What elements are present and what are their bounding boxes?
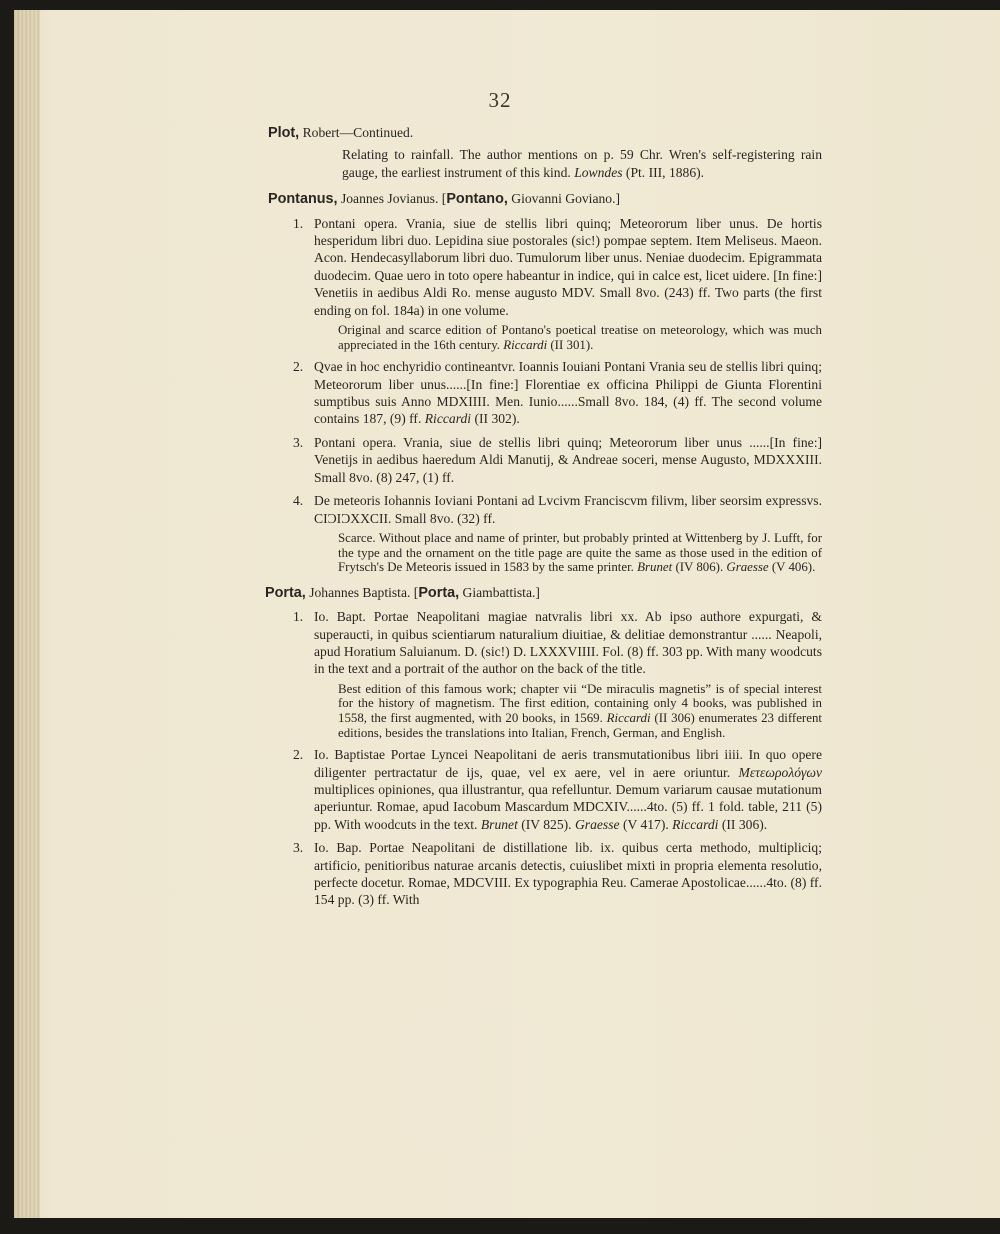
alt-heading: Pontano,: [446, 191, 508, 208]
list-item: 1. Pontani opera. Vrania, siue de stellis libri quinq; Meteororum liber unus. De hortis hesperidum libri duo. Lepidina siue postorales (sic!) pompae septem. Item Meliseus. Maeon. Acon. Hendecasyllaborum libri duo. Tumulorum liber unus. Neniae duodecim. Epigrammata duodecim. Quae uero in toto opere habeantur in indice, qui in calce est, licet uidere. [In fine:] Venetiis in aedibus Aldi Ro. mense augusto MDV. Small 8vo. (243) ff. Two parts (the first ending on fol. 184a) in one volume. Original and scarce edition of Pontano's poetical treatise on meteorology, which was much appreciated in the 16th century. Riccardi (II 301).: [293, 215, 822, 352]
entry-heading: Pontanus, Joannes Jovianus. [Pontano, Giovanni Goviano.]: [268, 191, 621, 208]
item-note: Best edition of this famous work; chapter vii “De miraculis magnetis” is of special interest for the history of magnetism. The first edition, containing only 4 books, was published in 1558, the first augmented, with 20 books, in 1569. Riccardi (II 306) enumerates 23 different editions, besides the translations into Italian, French, German, and English.: [338, 681, 822, 740]
list-item: 2. Qvae in hoc enchyridio contineantvr. Ioannis Iouiani Pontani Vrania seu de stellis libri quinq; Meteororum liber unus......[In fine:] Florentiae ex officina Philippi de Giunta Florentini sumptibus suis Anno MDXIIII. Men. Iunio......Small 8vo. 184, (4) ff. The second volume contains 187, (9) ff. Riccardi (II 302).: [293, 359, 822, 427]
page-gutter: [14, 10, 40, 1218]
item-note: Original and scarce edition of Pontano's poetical treatise on meteorology, which was much appreciated in the 16th century. Riccardi (II 301).: [338, 323, 822, 352]
entry-plot: [268, 124, 822, 181]
list-item: 2. Io. Baptistae Portae Lyncei Neapolitani de aeris transmutationibus libri iiii. In quo opere diligenter pertractatur de ijs, quae, vel ex aere, vel in aere oriuntur. Μετεωρολόγων multiplices opiniones, qua illustrantur, qua refelluntur. Demum variarum causae mutationum aperiuntur. Romae, apud Iacobum Mascardum MDCXIV......4to. (5) ff. 1 fold. table, 211 (5) pp. With woodcuts in the text. Brunet (IV 825). Graesse (V 417). Riccardi (II 306).: [293, 747, 822, 832]
entry-porta: [265, 584, 822, 909]
heading-name: Plot,: [268, 125, 300, 141]
page-number: 32: [488, 88, 512, 112]
heading-name: Porta,: [265, 584, 306, 601]
entry-heading: Porta, Johannes Baptista. [Porta, Giambattista.]: [265, 584, 540, 601]
page-content: [265, 124, 822, 918]
entry-heading: [268, 124, 822, 142]
list-item: 1. Io. Bapt. Portae Neapolitani magiae natvralis libri xx. Ab ipso authore expurgati, & superaucti, in quibus scientiarum naturalium diuitiae, & delitiae demonstrantur ...... Neapoli, apud Horatium Saluianum. D. (sic!) D. LXXXVIIII. Fol. (8) ff. 303 pp. With many woodcuts in the text and a portrait of the author on the back of the title. Best edition of this famous work; chapter vii “De miraculis magnetis” is of special interest for the history of magnetism. The first edition, containing only 4 books, was published in 1558, the first augmented, with 20 books, in 1569. Riccardi (II 306) enumerates 23 different editions, besides the translations into Italian, French, German, and English.: [293, 609, 822, 740]
heading-name: Pontanus,: [268, 191, 338, 208]
entry-pontanus: [268, 190, 822, 574]
plot-note: Relating to rainfall. The author mentions on p. 59 Chr. Wren's self-registering rain gauge, the earliest instrument of this kind. Lowndes (Pt. III, 1886).: [342, 147, 822, 180]
heading-subtitle: Robert—Continued.: [299, 125, 414, 140]
list-item: 3. Pontani opera. Vrania, siue de stellis libri quinq; Meteororum liber unus ......[In fine:] Venetijs in aedibus haeredum Aldi Manutij, & Andreae soceri, mense Augusto, MDXXXIII. Small 8vo. (8) 247, (1) ff.: [293, 434, 822, 485]
item-note: Scarce. Without place and name of printer, but probably printed at Wittenberg by J. Lufft, for the type and the ornament on the title page are quite the same as those used in the edition of Frytsch's De Meteoris issued in 1583 by the same printer. Brunet (IV 806). Graesse (V 406).: [338, 530, 822, 575]
alt-heading: Porta,: [418, 584, 460, 601]
list-item: 3. Io. Bap. Portae Neapolitani de distillatione lib. ix. quibus certa methodo, multipliciq; artificio, penitioribus naturae arcanis detectis, cuiuslibet mixti in propria elementa resolutio, perfecte docetur. Romae, MDCVIII. Ex typographia Reu. Camerae Apostolicae......4to. (8) ff. 154 pp. (3) ff. With: [293, 840, 822, 908]
list-item: 4. De meteoris Iohannis Ioviani Pontani ad Lvcivm Franciscvm filivm, liber seorsim expressvs. CIƆIƆXXCII. Small 8vo. (32) ff. Scarce. Without place and name of printer, but probably printed at Wittenberg by J. Lufft, for the type and the ornament on the title page are quite the same as those used in the edition of Frytsch's De Meteoris issued in 1583 by the same printer. Brunet (IV 806). Graesse (V 406).: [293, 493, 822, 575]
